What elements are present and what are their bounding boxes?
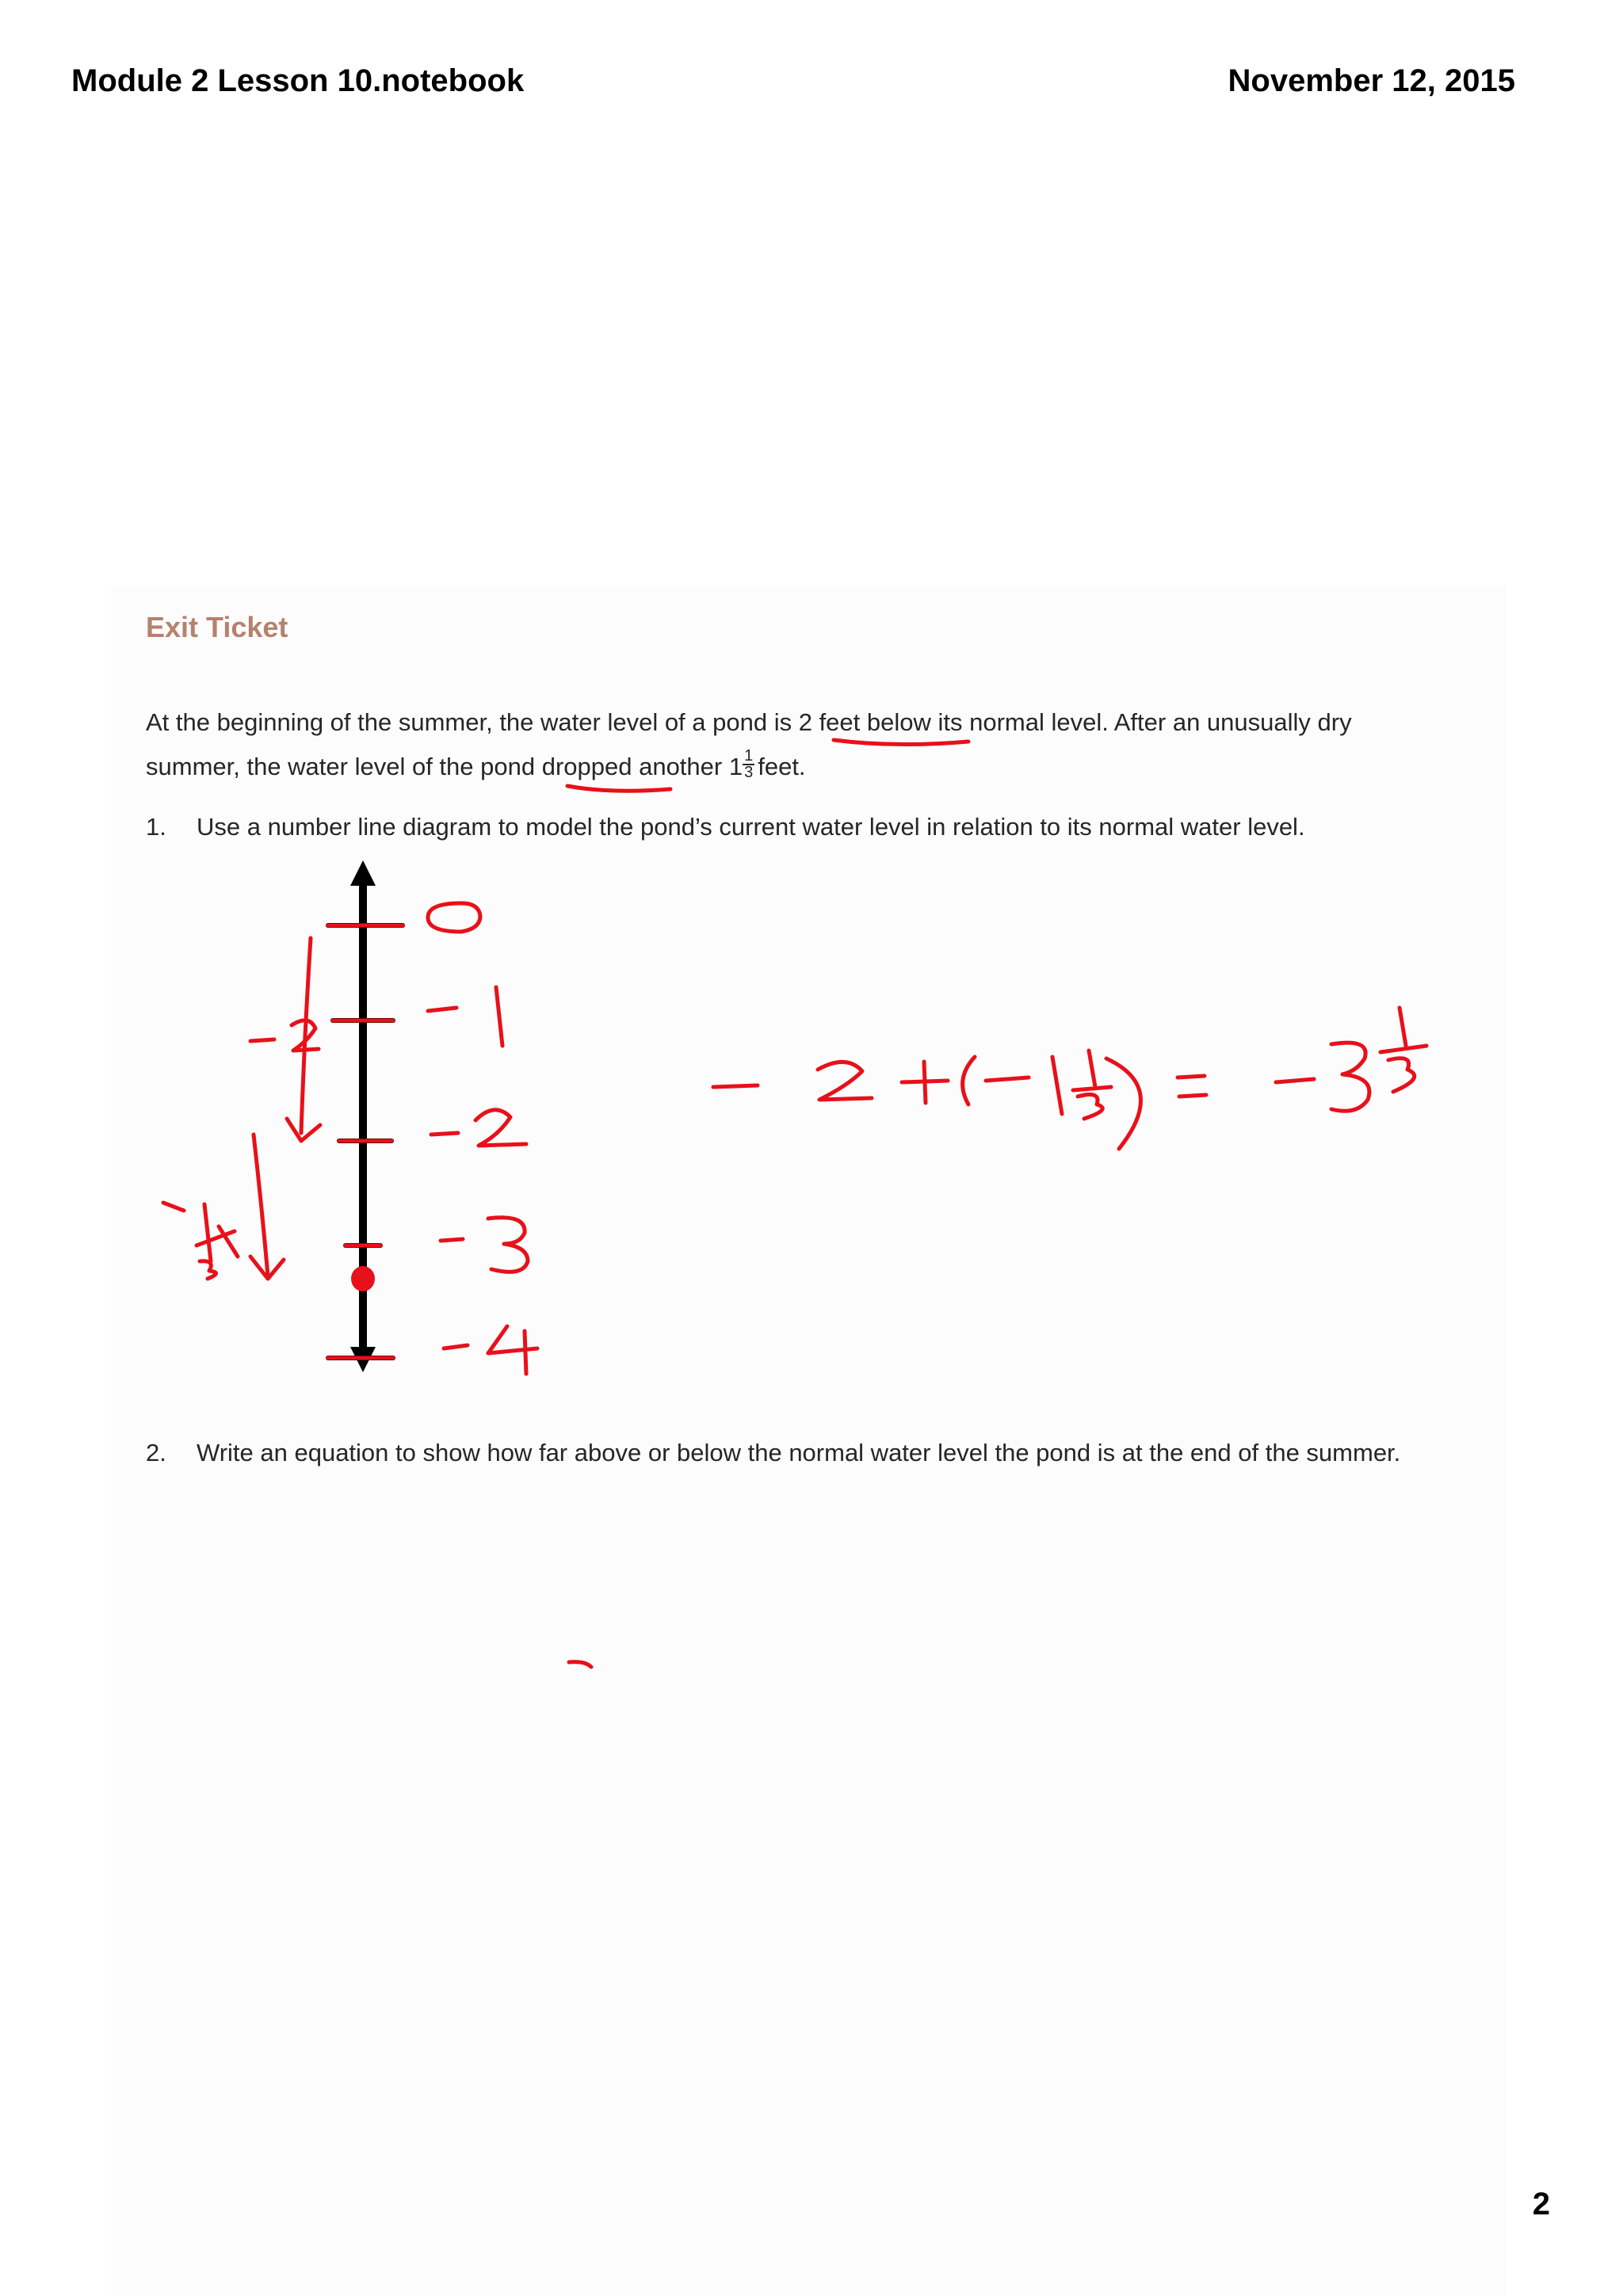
label-neg-three-digit	[488, 1218, 528, 1272]
problem-line-2-end: feet.	[758, 753, 806, 780]
label-neg-three-minus	[441, 1239, 463, 1241]
drop-arrow-minus-1-1-3	[163, 1135, 284, 1279]
eq-fraction-result	[1381, 1008, 1426, 1092]
label-neg-one-minus	[428, 1008, 456, 1011]
number-line	[328, 860, 403, 1372]
notebook-date: November 12, 2015	[1228, 63, 1515, 98]
problem-line-2-start: summer, the water level of the pond dropped another 1	[146, 753, 743, 780]
drop-arrow-2-shaft	[254, 1135, 268, 1276]
label-neg-two-minus	[431, 1133, 458, 1135]
page-number: 2	[1532, 2187, 1550, 2222]
problem-line-1: At the beginning of the summer, the water level of a pond is 2 feet below its normal level. After an unusually dry	[146, 708, 1352, 736]
label-neg-four-digit	[488, 1326, 537, 1374]
drop-label-2-fraction	[197, 1226, 238, 1279]
drop-arrow-1-head	[287, 1119, 320, 1141]
notebook-title: Module 2 Lesson 10.notebook	[71, 63, 525, 98]
number-line-labels	[428, 903, 537, 1374]
underline-dropped	[567, 786, 670, 791]
number-line-top-arrow	[350, 860, 376, 886]
eq-minus-2	[986, 1077, 1029, 1081]
question-2-number: 2.	[146, 1439, 166, 1466]
eq-close-paren	[1106, 1058, 1140, 1149]
label-neg-two-digit	[475, 1110, 526, 1146]
drop-arrow-minus-2	[250, 938, 320, 1141]
fraction-denominator: 3	[744, 763, 754, 781]
drop-label-2-one	[204, 1204, 211, 1261]
question-1-text: Use a number line diagram to model the pond’s current water level in relation to its normal water level.	[197, 813, 1305, 841]
question-1-number: 1.	[146, 813, 166, 841]
handwritten-equation	[713, 1008, 1426, 1149]
exit-ticket-title: Exit Ticket	[146, 611, 288, 643]
eq-one	[1052, 1057, 1062, 1114]
question-2-text: Write an equation to show how far above or below the normal water level the pond is at the end of the summer.	[197, 1439, 1401, 1466]
label-neg-four-minus	[444, 1345, 468, 1348]
eq-open-paren	[963, 1057, 975, 1104]
eq-fraction	[1073, 1051, 1111, 1119]
eq-three	[1331, 1043, 1369, 1111]
drop-label-1-minus	[250, 1039, 274, 1041]
label-neg-one-digit	[496, 987, 502, 1046]
label-zero	[428, 903, 480, 932]
eq-two	[818, 1062, 872, 1100]
eq-equals	[1178, 1076, 1206, 1097]
fraction-numerator: 1	[744, 746, 754, 765]
eq-minus-3	[1276, 1079, 1314, 1082]
stray-mark	[569, 1662, 591, 1667]
underline-2-feet-below	[834, 740, 968, 745]
eq-minus-1	[713, 1085, 758, 1087]
eq-plus	[902, 1062, 948, 1103]
current-level-dot	[351, 1266, 375, 1291]
drop-label-2-minus	[163, 1203, 184, 1211]
